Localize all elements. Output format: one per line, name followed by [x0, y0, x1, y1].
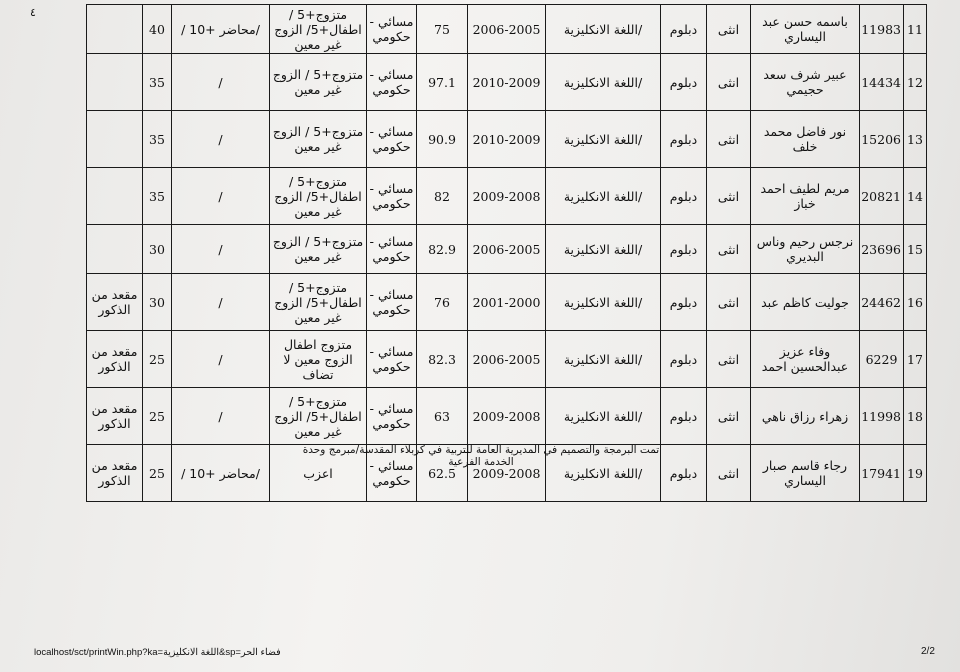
average-cell: 82: [417, 168, 468, 225]
status-cell: /محاضر +10 /: [172, 445, 270, 502]
study-type-cell: مسائي - حكومي: [367, 5, 417, 54]
family-status-cell: متزوج+5 / اطفال+5/ الزوج غير معين: [270, 5, 367, 54]
points-cell: 35: [143, 54, 172, 111]
points-cell: 25: [143, 388, 172, 445]
family-status-cell: متزوج+5 / اطفال+5/ الزوج غير معين: [270, 274, 367, 331]
study-type-cell: مسائي - حكومي: [367, 168, 417, 225]
certificate-cell: دبلوم: [661, 388, 707, 445]
seq-cell: 18: [904, 388, 927, 445]
gender-cell: انثى: [707, 225, 751, 274]
specialty-cell: /اللغة الانكليزية: [546, 5, 661, 54]
seq-cell: 14: [904, 168, 927, 225]
gender-cell: انثى: [707, 111, 751, 168]
years-cell: 2006-2005: [468, 331, 546, 388]
years-cell: 2009-2008: [468, 168, 546, 225]
status-cell: /محاضر +10 /: [172, 5, 270, 54]
note-cell: [87, 111, 143, 168]
note-cell: [87, 225, 143, 274]
seq-cell: 17: [904, 331, 927, 388]
family-status-cell: اعزب: [270, 445, 367, 502]
points-cell: 30: [143, 225, 172, 274]
gender-cell: انثى: [707, 5, 751, 54]
specialty-cell: /اللغة الانكليزية: [546, 54, 661, 111]
gender-cell: انثى: [707, 445, 751, 502]
study-type-cell: مسائي - حكومي: [367, 388, 417, 445]
points-cell: 35: [143, 168, 172, 225]
table-row: [87, 111, 927, 168]
points-cell: 25: [143, 331, 172, 388]
table-row: [87, 225, 927, 274]
id-cell: 17941: [860, 445, 904, 502]
points-cell: 25: [143, 445, 172, 502]
gender-cell: انثى: [707, 388, 751, 445]
family-status-cell: متزوج اطفال الزوج معين لا تضاف: [270, 331, 367, 388]
name-cell: جوليت كاظم عبد: [751, 274, 860, 331]
seq-cell: 16: [904, 274, 927, 331]
family-status-cell: متزوج+5 / الزوج غير معين: [270, 111, 367, 168]
specialty-cell: /اللغة الانكليزية: [546, 274, 661, 331]
certificate-cell: دبلوم: [661, 331, 707, 388]
name-cell: وفاء عزيز عبدالحسين احمد: [751, 331, 860, 388]
average-cell: 62.5: [417, 445, 468, 502]
certificate-cell: دبلوم: [661, 168, 707, 225]
specialty-cell: /اللغة الانكليزية: [546, 168, 661, 225]
years-cell: 2010-2009: [468, 111, 546, 168]
certificate-cell: دبلوم: [661, 225, 707, 274]
specialty-cell: /اللغة الانكليزية: [546, 331, 661, 388]
candidates-table: [86, 4, 927, 502]
specialty-cell: /اللغة الانكليزية: [546, 225, 661, 274]
id-cell: 24462: [860, 274, 904, 331]
study-type-cell: مسائي - حكومي: [367, 111, 417, 168]
id-cell: 6229: [860, 331, 904, 388]
corner-mark: ٤: [30, 6, 36, 19]
gender-cell: انثى: [707, 168, 751, 225]
family-status-cell: متزوج+5 / الزوج غير معين: [270, 225, 367, 274]
seq-cell: 11: [904, 5, 927, 54]
study-type-cell: مسائي - حكومي: [367, 445, 417, 502]
study-type-cell: مسائي - حكومي: [367, 54, 417, 111]
seq-cell: 13: [904, 111, 927, 168]
table-row: [87, 331, 927, 388]
certificate-cell: دبلوم: [661, 274, 707, 331]
seq-cell: 19: [904, 445, 927, 502]
average-cell: 82.3: [417, 331, 468, 388]
note-cell: [87, 168, 143, 225]
name-cell: رجاء قاسم صبار اليساري: [751, 445, 860, 502]
id-cell: 15206: [860, 111, 904, 168]
table-row: [87, 168, 927, 225]
gender-cell: انثى: [707, 274, 751, 331]
points-cell: 35: [143, 111, 172, 168]
average-cell: 75: [417, 5, 468, 54]
status-cell: /: [172, 168, 270, 225]
id-cell: 11998: [860, 388, 904, 445]
id-cell: 14434: [860, 54, 904, 111]
id-cell: 20821: [860, 168, 904, 225]
average-cell: 63: [417, 388, 468, 445]
certificate-cell: دبلوم: [661, 445, 707, 502]
table-row: [87, 388, 927, 445]
name-cell: نور فاضل محمد خلف: [751, 111, 860, 168]
print-url: localhost/sct/printWin.php?ka=اللغة الانكليزية&sp=فضاء الحر: [34, 647, 281, 658]
certificate-cell: دبلوم: [661, 5, 707, 54]
study-type-cell: مسائي - حكومي: [367, 225, 417, 274]
years-cell: 2010-2009: [468, 54, 546, 111]
gender-cell: انثى: [707, 54, 751, 111]
average-cell: 76: [417, 274, 468, 331]
status-cell: /: [172, 111, 270, 168]
study-type-cell: مسائي - حكومي: [367, 274, 417, 331]
status-cell: /: [172, 388, 270, 445]
certificate-cell: دبلوم: [661, 111, 707, 168]
specialty-cell: /اللغة الانكليزية: [546, 111, 661, 168]
note-cell: [87, 54, 143, 111]
name-cell: مريم لطيف احمد خباز: [751, 168, 860, 225]
name-cell: نرجس رحيم وناس البديري: [751, 225, 860, 274]
name-cell: زهراء رزاق ناهي: [751, 388, 860, 445]
id-cell: 11983: [860, 5, 904, 54]
table-row: [87, 5, 927, 54]
note-cell: [87, 5, 143, 54]
table-row: [87, 274, 927, 331]
note-cell: مقعد من الذكور: [87, 388, 143, 445]
average-cell: 82.9: [417, 225, 468, 274]
name-cell: باسمه حسن عبد اليساري: [751, 5, 860, 54]
family-status-cell: متزوج+5 / اطفال+5/ الزوج غير معين: [270, 388, 367, 445]
table-row: [87, 54, 927, 111]
seq-cell: 12: [904, 54, 927, 111]
note-cell: مقعد من الذكور: [87, 331, 143, 388]
note-cell: مقعد من الذكور: [87, 274, 143, 331]
name-cell: عبير شرف سعد حجيمي: [751, 54, 860, 111]
years-cell: 2006-2005: [468, 225, 546, 274]
specialty-cell: /اللغة الانكليزية: [546, 388, 661, 445]
note-cell: مقعد من الذكور: [87, 445, 143, 502]
points-cell: 40: [143, 5, 172, 54]
seq-cell: 15: [904, 225, 927, 274]
years-cell: 2001-2000: [468, 274, 546, 331]
footer-credit: تمت البرمجة والتصميم في المديرية العامة للتربية في كربلاء المقدسة/مبرمج وحدة الخدمة الفرعية: [302, 444, 660, 468]
gender-cell: انثى: [707, 331, 751, 388]
page-number: 2/2: [921, 646, 935, 657]
average-cell: 97.1: [417, 54, 468, 111]
average-cell: 90.9: [417, 111, 468, 168]
status-cell: /: [172, 331, 270, 388]
years-cell: 2009-2008: [468, 445, 546, 502]
status-cell: /: [172, 54, 270, 111]
status-cell: /: [172, 225, 270, 274]
family-status-cell: متزوج+5 / الزوج غير معين: [270, 54, 367, 111]
years-cell: 2009-2008: [468, 388, 546, 445]
status-cell: /: [172, 274, 270, 331]
study-type-cell: مسائي - حكومي: [367, 331, 417, 388]
family-status-cell: متزوج+5 / اطفال+5/ الزوج غير معين: [270, 168, 367, 225]
years-cell: 2006-2005: [468, 5, 546, 54]
points-cell: 30: [143, 274, 172, 331]
id-cell: 23696: [860, 225, 904, 274]
certificate-cell: دبلوم: [661, 54, 707, 111]
specialty-cell: /اللغة الانكليزية: [546, 445, 661, 502]
